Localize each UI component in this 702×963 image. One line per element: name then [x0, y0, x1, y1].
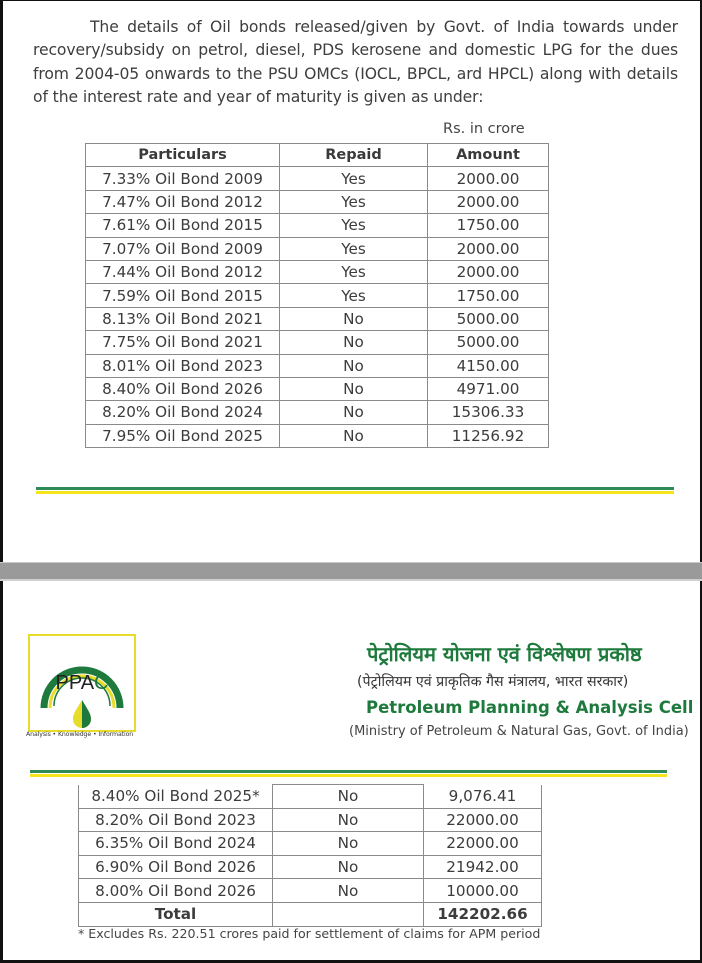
cell-amount: 21942.00: [424, 855, 542, 879]
cell-particulars: 8.40% Oil Bond 2025*: [79, 785, 273, 809]
cell-amount: 4971.00: [428, 377, 549, 400]
cell-amount: 11256.92: [428, 424, 549, 447]
table-row: [86, 237, 549, 260]
cell-amount: 2000.00: [428, 167, 549, 190]
table-header-row: [86, 144, 549, 167]
letterhead-divider-green: [30, 770, 667, 773]
cell-amount: 1750.00: [428, 214, 549, 237]
intro-paragraph: [33, 16, 678, 110]
table-row: [79, 832, 542, 856]
cell-particulars: 6.35% Oil Bond 2024: [79, 832, 273, 856]
table-row: [86, 190, 549, 213]
cell-repaid: No: [273, 785, 424, 809]
cell-repaid: Yes: [280, 190, 428, 213]
cell-particulars: 8.20% Oil Bond 2024: [86, 401, 280, 424]
intro-text: The details of Oil bonds released/given by Govt. of India towards under recovery/subsidy on petrol, diesel, PDS kerosene and domestic LPG for the dues from 2004-05 onwards to the PSU OMCs (IOCL, BPCL, ard HPCL) along with details of the interest rate and year of maturity is given as under:: [33, 18, 678, 107]
table-row: [86, 331, 549, 354]
cell-amount: 10000.00: [424, 879, 542, 903]
cell-amount: 15306.33: [428, 401, 549, 424]
cell-particulars: 7.61% Oil Bond 2015: [86, 214, 280, 237]
table-row: [86, 284, 549, 307]
total-amount: 142202.66: [424, 902, 542, 926]
total-repaid: [273, 902, 424, 926]
cell-particulars: 7.59% Oil Bond 2015: [86, 284, 280, 307]
cell-amount: 22000.00: [424, 832, 542, 856]
cell-particulars: 7.75% Oil Bond 2021: [86, 331, 280, 354]
table-row: [79, 855, 542, 879]
header-repaid: Repaid: [280, 144, 428, 167]
cell-amount: 4150.00: [428, 354, 549, 377]
cell-amount: 2000.00: [428, 237, 549, 260]
cell-particulars: 7.33% Oil Bond 2009: [86, 167, 280, 190]
cell-particulars: 7.47% Oil Bond 2012: [86, 190, 280, 213]
cell-amount: 2000.00: [428, 260, 549, 283]
cell-amount: 2000.00: [428, 190, 549, 213]
oil-bonds-table-page2: [78, 784, 542, 927]
cell-repaid: No: [280, 307, 428, 330]
unit-label: Rs. in crore: [443, 121, 525, 137]
cell-repaid: No: [273, 855, 424, 879]
cell-particulars: 8.20% Oil Bond 2023: [79, 808, 273, 832]
cell-particulars: 7.07% Oil Bond 2009: [86, 237, 280, 260]
cell-amount: 22000.00: [424, 808, 542, 832]
ppac-logo-graphic: [30, 636, 134, 730]
table-body-page2: [79, 785, 542, 927]
table-row: [86, 424, 549, 447]
table-row: [79, 879, 542, 903]
cell-repaid: No: [273, 879, 424, 903]
table-row: [79, 785, 542, 809]
letterhead-divider-yellow: [30, 774, 667, 777]
total-label: Total: [79, 902, 273, 926]
cell-repaid: No: [280, 401, 428, 424]
cell-particulars: 8.01% Oil Bond 2023: [86, 354, 280, 377]
cell-repaid: Yes: [280, 167, 428, 190]
logo-text: PPAC: [55, 672, 109, 694]
cell-repaid: No: [273, 832, 424, 856]
cell-particulars: 8.00% Oil Bond 2026: [79, 879, 273, 903]
table-row: [86, 214, 549, 237]
cell-repaid: Yes: [280, 260, 428, 283]
table-row: [86, 307, 549, 330]
cell-amount: 1750.00: [428, 284, 549, 307]
oil-bonds-table-page1: [85, 143, 549, 448]
cell-repaid: No: [280, 377, 428, 400]
table-row: [86, 401, 549, 424]
cell-particulars: 7.95% Oil Bond 2025: [86, 424, 280, 447]
cell-amount: 9,076.41: [424, 785, 542, 809]
page-break: [0, 562, 702, 581]
divider-yellow: [36, 491, 674, 494]
cell-repaid: Yes: [280, 214, 428, 237]
table-body-page1: [86, 167, 549, 448]
cell-repaid: No: [280, 424, 428, 447]
header-amount: Amount: [428, 144, 549, 167]
cell-amount: 5000.00: [428, 331, 549, 354]
ppac-logo: [28, 634, 136, 732]
cell-repaid: No: [280, 354, 428, 377]
cell-repaid: No: [280, 331, 428, 354]
cell-particulars: 7.44% Oil Bond 2012: [86, 260, 280, 283]
cell-particulars: 8.40% Oil Bond 2026: [86, 377, 280, 400]
cell-repaid: No: [273, 808, 424, 832]
header-particulars: Particulars: [86, 144, 280, 167]
table-row: [86, 167, 549, 190]
hindi-subtitle: (पेट्रोलियम एवं प्राकृतिक गैस मंत्रालय, भारत सरकार): [357, 674, 629, 690]
cell-repaid: Yes: [280, 284, 428, 307]
logo-tagline: Analysis • Knowledge • Information: [26, 731, 134, 738]
hindi-title: पेट्रोलियम योजना एवं विश्लेषण प्रकोष्ठ: [367, 642, 642, 666]
table-row: [86, 260, 549, 283]
total-row: [79, 902, 542, 926]
cell-repaid: Yes: [280, 237, 428, 260]
cell-particulars: 6.90% Oil Bond 2026: [79, 855, 273, 879]
footnote: * Excludes Rs. 220.51 crores paid for settlement of claims for APM period: [78, 926, 541, 941]
table-row: [79, 808, 542, 832]
english-title: Petroleum Planning & Analysis Cell: [366, 698, 694, 717]
divider-green: [36, 487, 674, 490]
table-row: [86, 377, 549, 400]
english-subtitle: (Ministry of Petroleum & Natural Gas, Govt. of India): [349, 724, 689, 739]
cell-particulars: 8.13% Oil Bond 2021: [86, 307, 280, 330]
cell-amount: 5000.00: [428, 307, 549, 330]
table-row: [86, 354, 549, 377]
